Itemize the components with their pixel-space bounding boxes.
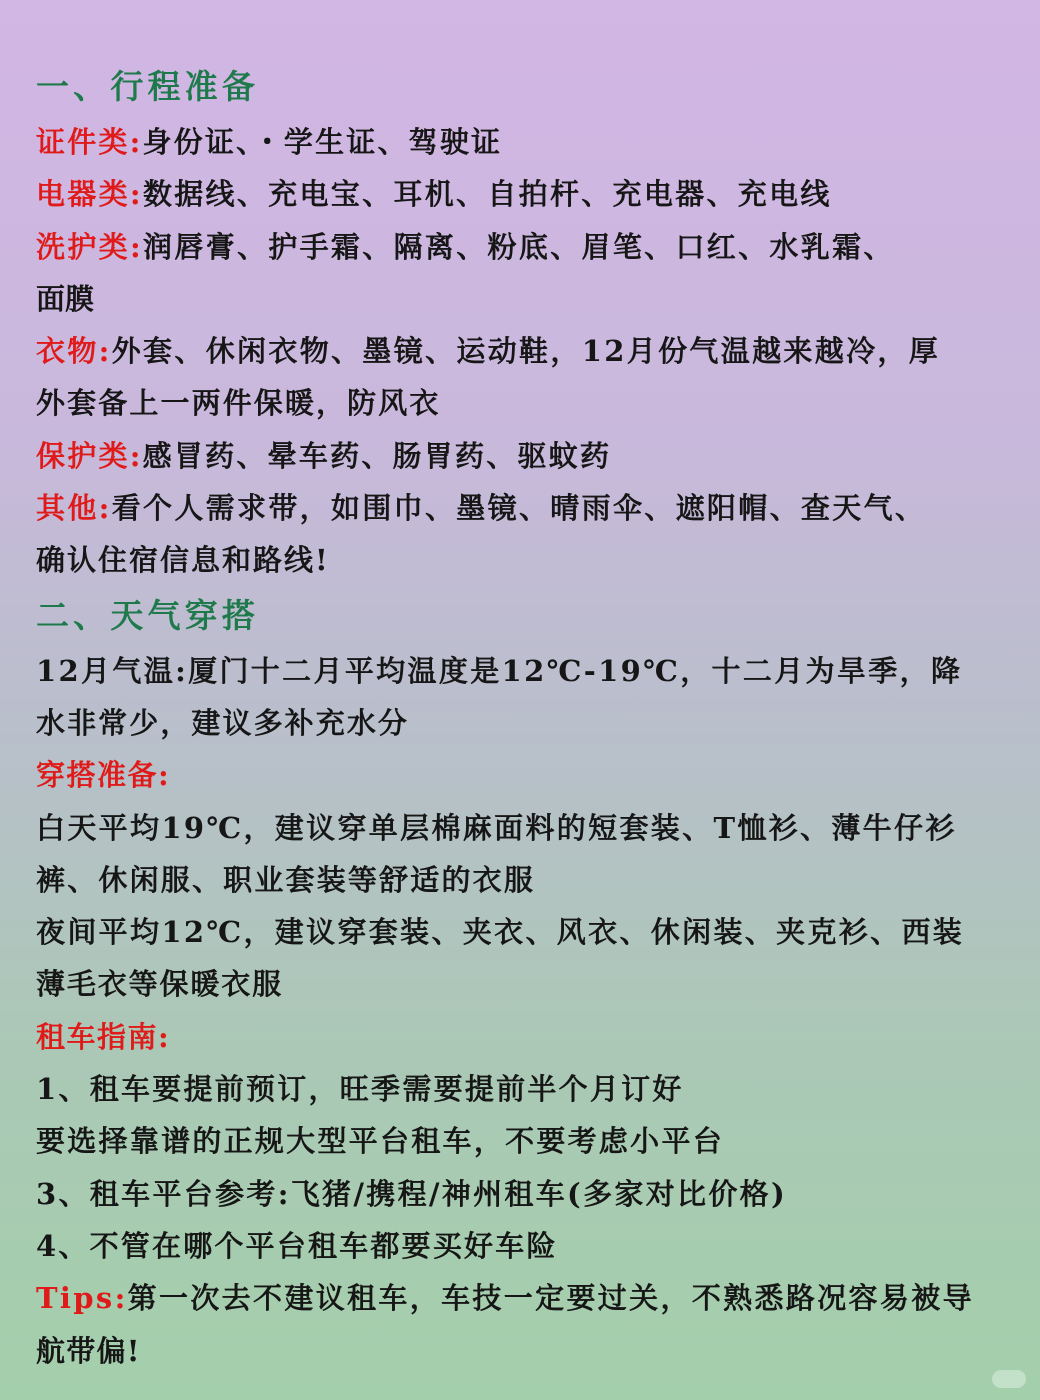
- tips-row-cont: 航带偏!: [36, 1333, 141, 1368]
- rental-item: 4、不管在哪个平台租车都要买好车险: [36, 1228, 558, 1263]
- outfit-night-line-1: 夜间平均12℃，建议穿套装、夹衣、风衣、休闲装、夹克衫、西装: [36, 915, 965, 950]
- rental-label: 租车指南:: [36, 1019, 171, 1054]
- rental-item: 要选择靠谱的正规大型平台租车，不要考虑小平台: [36, 1124, 725, 1159]
- rental-item: 3、租车平台参考:飞猪/携程/神州租车(多家对比价格): [36, 1176, 788, 1211]
- electronics-row: [36, 168, 1016, 220]
- weather-line-1: 12月气温:厦门十二月平均温度是12℃-19℃，十二月为旱季，降: [36, 653, 963, 688]
- toiletries-row: [36, 221, 1016, 273]
- others-text: 看个人需求带，如围巾、墨镜、晴雨伞、遮阳帽、查天气、: [111, 491, 927, 526]
- toiletries-text: 润唇膏、护手霜、隔离、粉底、眉笔、口红、水乳霜、: [143, 229, 895, 264]
- medicine-label: 保护类:: [36, 438, 143, 473]
- tips-row: [36, 1272, 1016, 1324]
- section-title-trip-prep: 一、行程准备: [36, 67, 259, 106]
- electronics-text: 数据线、充电宝、耳机、自拍杆、充电器、充电线: [142, 177, 832, 212]
- documents-row: [36, 116, 1016, 168]
- tips-label: Tips:: [36, 1281, 128, 1316]
- documents-text: 身份证、・学生证、驾驶证: [142, 125, 503, 159]
- rental-item: 1、租车要提前预订，旺季需要提前半个月订好: [36, 1072, 684, 1107]
- outfit-day-line-1: 白天平均19℃，建议穿单层棉麻面料的短套装、T恤衫、薄牛仔衫: [36, 810, 957, 845]
- documents-label: 证件类:: [36, 125, 143, 159]
- section-title-weather-outfit: 二、天气穿搭: [36, 595, 259, 635]
- watermark-badge: [992, 1370, 1026, 1388]
- others-row: [36, 482, 1016, 534]
- document-body: [36, 58, 1016, 1377]
- outfit-night-line-2: 薄毛衣等保暖衣服: [36, 967, 284, 1002]
- toiletries-label: 洗护类:: [36, 229, 143, 264]
- medicine-text: 感冒药、晕车药、肠胃药、驱蚊药: [142, 438, 612, 473]
- clothing-text: 外套、休闲衣物、墨镜、运动鞋，12月份气温越来越冷，厚: [111, 334, 941, 369]
- tips-text: 第一次去不建议租车，车技一定要过关，不熟悉路况容易被导: [127, 1281, 974, 1316]
- weather-line-2: 水非常少，建议多补充水分: [36, 705, 410, 740]
- electronics-label: 电器类:: [36, 177, 143, 212]
- outfit-label: 穿搭准备:: [36, 758, 171, 793]
- clothing-row-cont: 外套备上一两件保暖，防风衣: [36, 386, 441, 421]
- others-row-cont: 确认住宿信息和路线!: [36, 543, 330, 578]
- clothing-row: [36, 325, 1016, 377]
- outfit-day-line-2: 裤、休闲服、职业套装等舒适的衣服: [36, 862, 536, 897]
- others-label: 其他:: [36, 491, 112, 526]
- toiletries-row-cont: 面膜: [36, 281, 95, 316]
- medicine-row: [36, 430, 1016, 482]
- clothing-label: 衣物:: [36, 334, 112, 369]
